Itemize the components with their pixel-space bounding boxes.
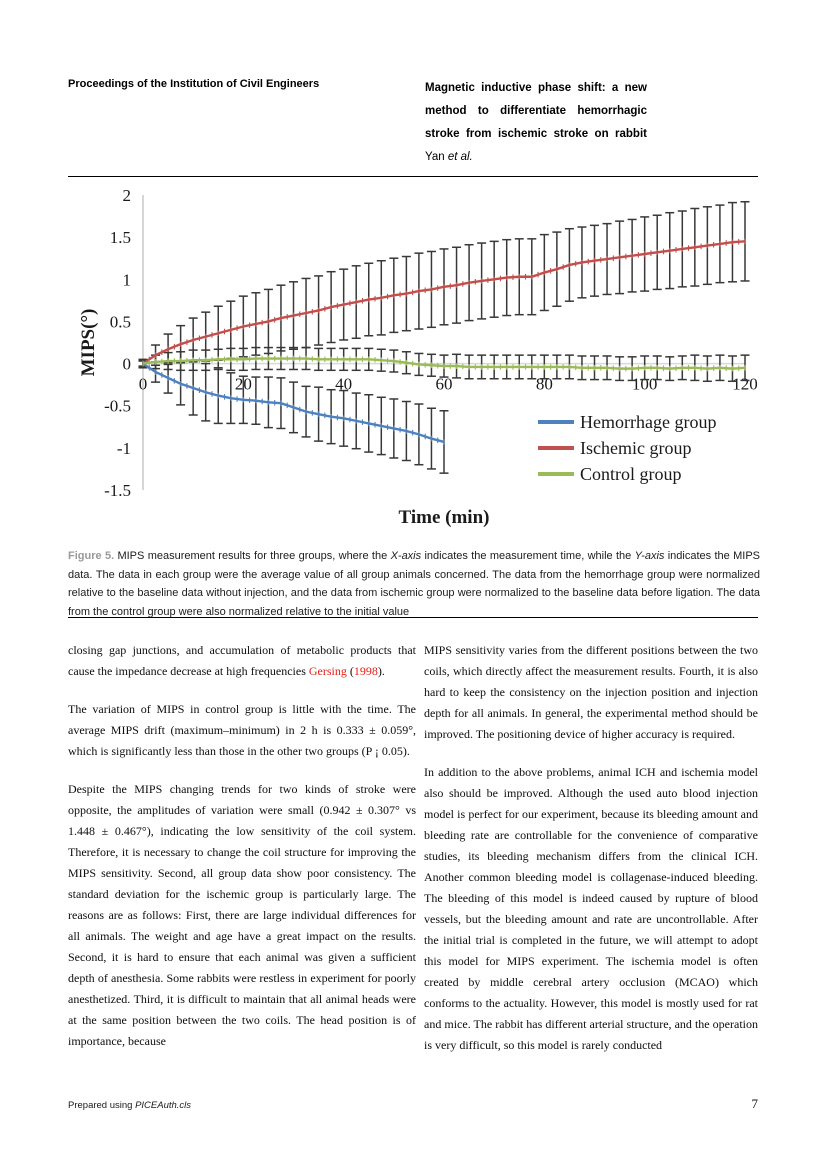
article-authors: Yan et al.: [425, 151, 473, 163]
svg-text:60: 60: [435, 374, 453, 394]
citation-link[interactable]: Gersing: [308, 664, 347, 678]
svg-text:1.5: 1.5: [109, 228, 131, 248]
svg-text:80: 80: [535, 374, 553, 394]
paragraph: In addition to the above problems, animal ICH and ischemia model also should be improved. Although the used auto blood injection model is perfect for our experiment, because its bleeding amount and bleeding rate are controllable for the convenience of comparative studies, its bleeding mechanism differs from the clinical ICH. Another common bleeding model is collagenase-induced bleeding. The bleeding of this model is indeed caused by rupture of blood vessels, but the bleeding amount and rate are uncontrollable. After the initial trial is completed in the future, we will attempt to adopt this model for MIPS experiment. The ischemia model is often created by middle cerebral artery occlusion (MCAO) which conforms to the actuality. However, this model is mostly used for rat and mice. The rabbit has different arterial structure, and the operation is very difficult, so this model is rarely conducted: [424, 765, 758, 1052]
figure-caption: Figure 5. MIPS measurement results for three groups, where the X-axis indicates the measurement time, while the Y-axis indicates the MIPS data. The data in each group were the average value of all group animals concerned. The data from the hemorrhage group were normalized relative to the baseline data without injection, and the data from ischemic group were normalized to the baseline data before ligation. The data from the control group were also normalized relative to the initial value: [68, 550, 760, 618]
svg-text:Hemorrhage group: Hemorrhage group: [580, 412, 717, 432]
svg-text:-1.5: -1.5: [104, 481, 131, 500]
svg-text:2: 2: [122, 186, 131, 205]
figure-divider: [68, 617, 758, 618]
svg-text:-0.5: -0.5: [104, 396, 131, 416]
article-title-line: stroke from ischemic stroke on rabbit: [425, 128, 647, 140]
svg-text:-1: -1: [116, 438, 131, 458]
svg-text:Time (min): Time (min): [398, 507, 490, 528]
figure5-chart: [70, 185, 770, 530]
svg-text:100: 100: [631, 374, 658, 394]
article-title-line: method to differentiate hemorrhagic: [425, 105, 647, 117]
svg-text:20: 20: [234, 374, 252, 394]
svg-text:MIPS(°): MIPS(°): [78, 308, 99, 377]
article-title: [425, 77, 647, 169]
article-title-line: Magnetic inductive phase shift: a new: [425, 82, 647, 94]
body-column-left: [68, 640, 416, 1069]
svg-text:Ischemic group: Ischemic group: [580, 438, 692, 458]
mips-line-chart: [70, 185, 770, 530]
footer-note: Prepared using PICEAuth.cls: [68, 1100, 192, 1111]
citation-link[interactable]: 1998: [353, 664, 378, 678]
page-number: 7: [751, 1096, 758, 1111]
svg-text:0: 0: [138, 374, 148, 394]
paragraph: MIPS sensitivity varies from the different positions between the two coils, which directly affect the measurement results. Fourth, it is also hard to keep the consistency on the injection position and injection depth for all animals. In general, the experimental method should be improved. The positioning device of higher accuracy is required.: [424, 643, 758, 741]
paragraph: Despite the MIPS changing trends for two kinds of stroke were opposite, the amplitudes of variation were small (0.942 ± 0.307° vs 1.448 ± 0.467°), indicating the low sensitivity of the coil system. Therefore, it is necessary to change the coil structure for improving the MIPS sensitivity. Second, all group data show poor consistency. The standard deviation for the ischemic group is particularly large. The reasons are as follows: First, there are large individual differences for all animals. The weight and age have a great impact on the results. Second, it is hard to ensure that each animal was given a sufficient depth of anesthesia. Some rabbits were restless in experiment for poorly anesthetized. Third, it is difficult to maintain that all animal heads were at the same position between the two coils. The head position is of importance, because: [68, 782, 416, 1048]
paragraph: The variation of MIPS in control group is little with the time. The average MIPS drift (maximum–minimum) in 2 h is 0.333 ± 0.059°, which is significantly less than those in the other two groups (P ¡ 0.05).: [68, 702, 416, 758]
journal-name: Proceedings of the Institution of Civil Engineers: [68, 78, 320, 90]
header-divider: [68, 176, 758, 177]
body-column-right: [424, 640, 758, 1073]
svg-text:40: 40: [335, 374, 353, 394]
svg-text:Control group: Control group: [580, 464, 682, 484]
svg-text:120: 120: [732, 374, 758, 394]
paragraph: closing gap junctions, and accumulation of metabolic products that cause the impedance decrease at high frequencies Gersing (1998).: [68, 643, 416, 678]
svg-text:1: 1: [122, 270, 131, 290]
svg-text:0: 0: [122, 354, 131, 374]
svg-text:0.5: 0.5: [109, 312, 131, 332]
